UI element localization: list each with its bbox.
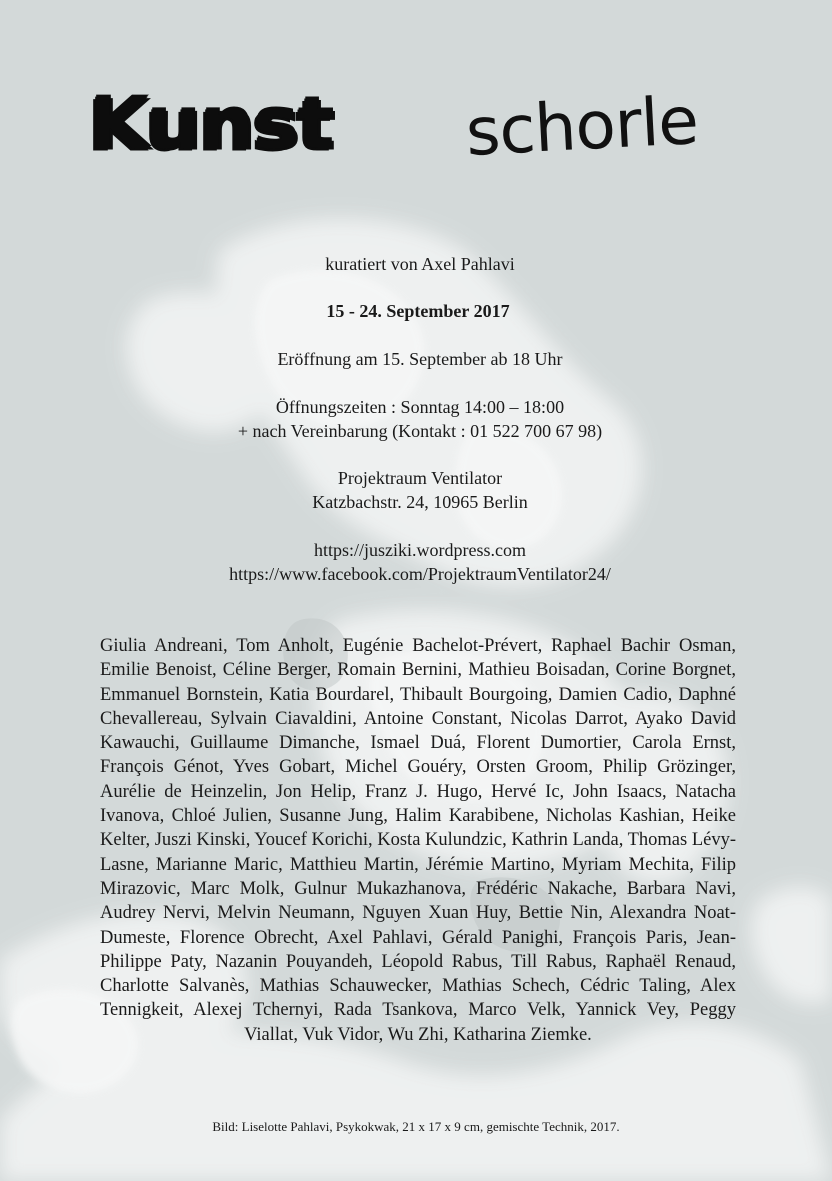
- kunstschorle-logo: [80, 82, 760, 202]
- exhibition-dates: 15 - 24. September 2017: [326, 301, 510, 321]
- artist-list: Giulia Andreani, Tom Anholt, Eugénie Bachelot-Prévert, Raphael Bachir Osman, Emilie Benoist, Céline Berger, Romain Bernini, Mathieu Boisadan, Corine Borgnet, Emmanuel Bornstein, Katia Bourdarel, Thibault Bourgoing, Damien Cadio, Daphné Chevallereau, Sylvain Ciavaldini, Antoine Constant, Nicolas Darrot, Ayako David Kawauchi, Guillaume Dimanche, Ismael Duá, Florent Dumortier, Carola Ernst, François Génot, Yves Gobart, Michel Gouéry, Orsten Groom, Philip Grözinger, Aurélie de Heinzelin, Jon Helip, Franz J. Hugo, Hervé Ic, John Isaacs, Natacha Ivanova, Chloé Julien, Susanne Jung, Halim Karabibene, Nicholas Kashian, Heike Kelter, Juszi Kinski, Youcef Korichi, Kosta Kulundzic, Kathrin Landa, Thomas Lévy-Lasne, Marianne Maric, Matthieu Martin, Jérémie Martino, Myriam Mechita, Filip Mirazovic, Marc Molk, Gulnur Mukazhanova, Frédéric Nakache, Barbara Navi, Audrey Nervi, Melvin Neumann, Nguyen Xuan Huy, Bettie Nin, Alexandra Noat-Dumeste, Florence Obrecht, Axel Pahlavi, Gérald Panighi, François Paris, Jean-Philippe Paty, Nazanin Pouyandeh, Léopold Rabus, Till Rabus, Raphaël Renaud, Charlotte Salvanès, Mathias Schauwecker, Mathias Schech, Cédric Taling, Alex Tennigkeit, Alexej Tchernyi, Rada Tsankova, Marco Velk, Yannick Vey, Peggy Viallat, Vuk Vidor, Wu Zhi, Katharina Ziemke.: [100, 636, 737, 1045]
- logo-word-kunst: Kunst: [88, 84, 332, 165]
- blog-link[interactable]: https://juszikі.wordpress.com: [314, 540, 526, 560]
- venue-name: Projektraum Ventilator: [337, 468, 503, 488]
- opening-hours: Öffnungszeiten : Sonntag 14:00 – 18:00: [275, 397, 565, 417]
- curator-line: kuratiert von Axel Pahlavi: [325, 254, 515, 274]
- facebook-link[interactable]: https://www.facebook.com/ProjektraumVentilator24/: [229, 564, 611, 584]
- image-credit: Bild: Liselotte Pahlavi, Psykokwak, 21 x 17 x 9 cm, gemischte Technik, 2017.: [212, 1119, 620, 1134]
- opening-info: Eröffnung am 15. September ab 18 Uhr: [277, 349, 563, 369]
- venue-address: Katzbachstr. 24, 10965 Berlin: [312, 492, 528, 512]
- logo-word-schorle: schorle: [463, 81, 700, 171]
- appointment-contact: + nach Vereinbarung (Kontakt : 01 522 700 67 98): [237, 421, 603, 441]
